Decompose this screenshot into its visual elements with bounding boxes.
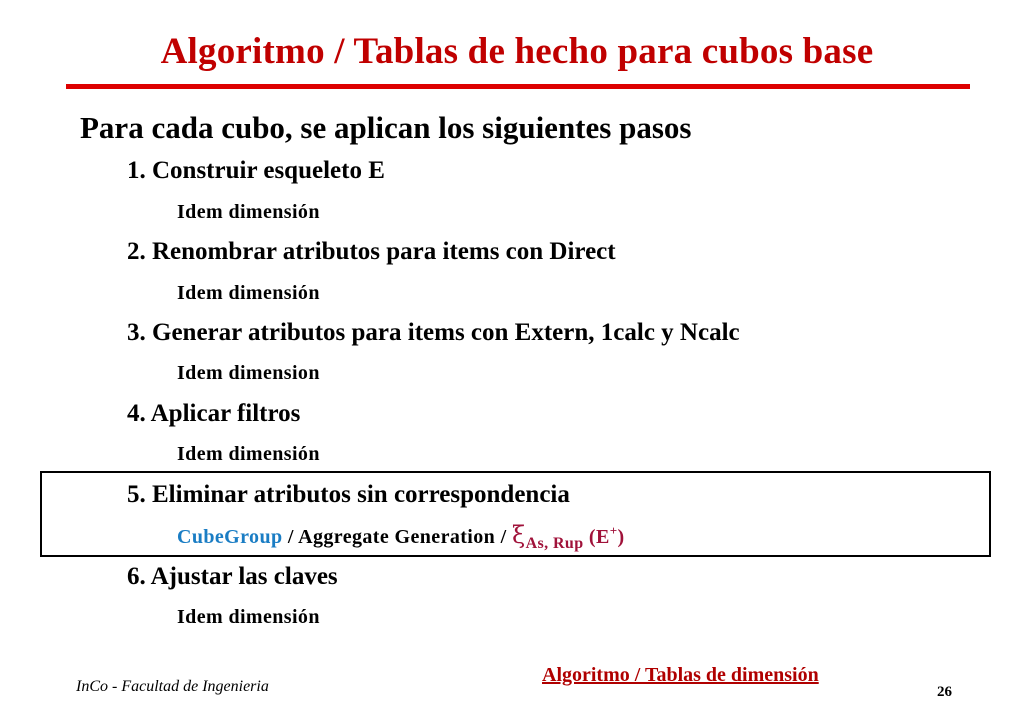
step-4: 4. Aplicar filtros <box>127 400 301 427</box>
step-6-detail: Idem dimensión <box>177 606 320 628</box>
xi-arg-open: (E <box>583 526 610 548</box>
cubegroup-link[interactable]: CubeGroup <box>177 526 283 548</box>
aggregate-generation-text: Aggregate Generation <box>298 526 496 548</box>
step-3-detail: Idem dimension <box>177 362 320 384</box>
step-2-detail: Idem dimensión <box>177 282 320 304</box>
step-1: 1. Construir esqueleto E <box>127 157 385 184</box>
step-2: 2. Renombrar atributos para items con Direct <box>127 238 616 265</box>
title-underline <box>66 84 970 89</box>
step-6: 6. Ajustar las claves <box>127 563 338 590</box>
xi-symbol: ξ <box>511 521 526 549</box>
intro-text: Para cada cubo, se aplican los siguientes pasos <box>80 110 692 145</box>
step-1-detail: Idem dimensión <box>177 201 320 223</box>
xi-subscript: As, Rup <box>525 535 584 552</box>
xi-operator <box>511 521 625 552</box>
separator: / <box>282 526 299 548</box>
xi-arg-close: ) <box>617 526 625 548</box>
slide-title: Algoritmo / Tablas de hecho para cubos base <box>160 31 874 72</box>
xi-arg-superscript: + <box>609 523 618 538</box>
dimension-tables-link[interactable]: Algoritmo / Tablas de dimensión <box>542 664 819 686</box>
step-5-detail <box>177 521 625 553</box>
page-number: 26 <box>937 684 952 700</box>
step-4-detail: Idem dimensión <box>177 443 320 465</box>
separator: / <box>495 526 512 548</box>
step-3: 3. Generar atributos para items con Extern, 1calc y Ncalc <box>127 319 740 346</box>
footer-institution: InCo - Facultad de Ingenieria <box>76 678 269 695</box>
step-5: 5. Eliminar atributos sin correspondencia <box>127 481 570 508</box>
